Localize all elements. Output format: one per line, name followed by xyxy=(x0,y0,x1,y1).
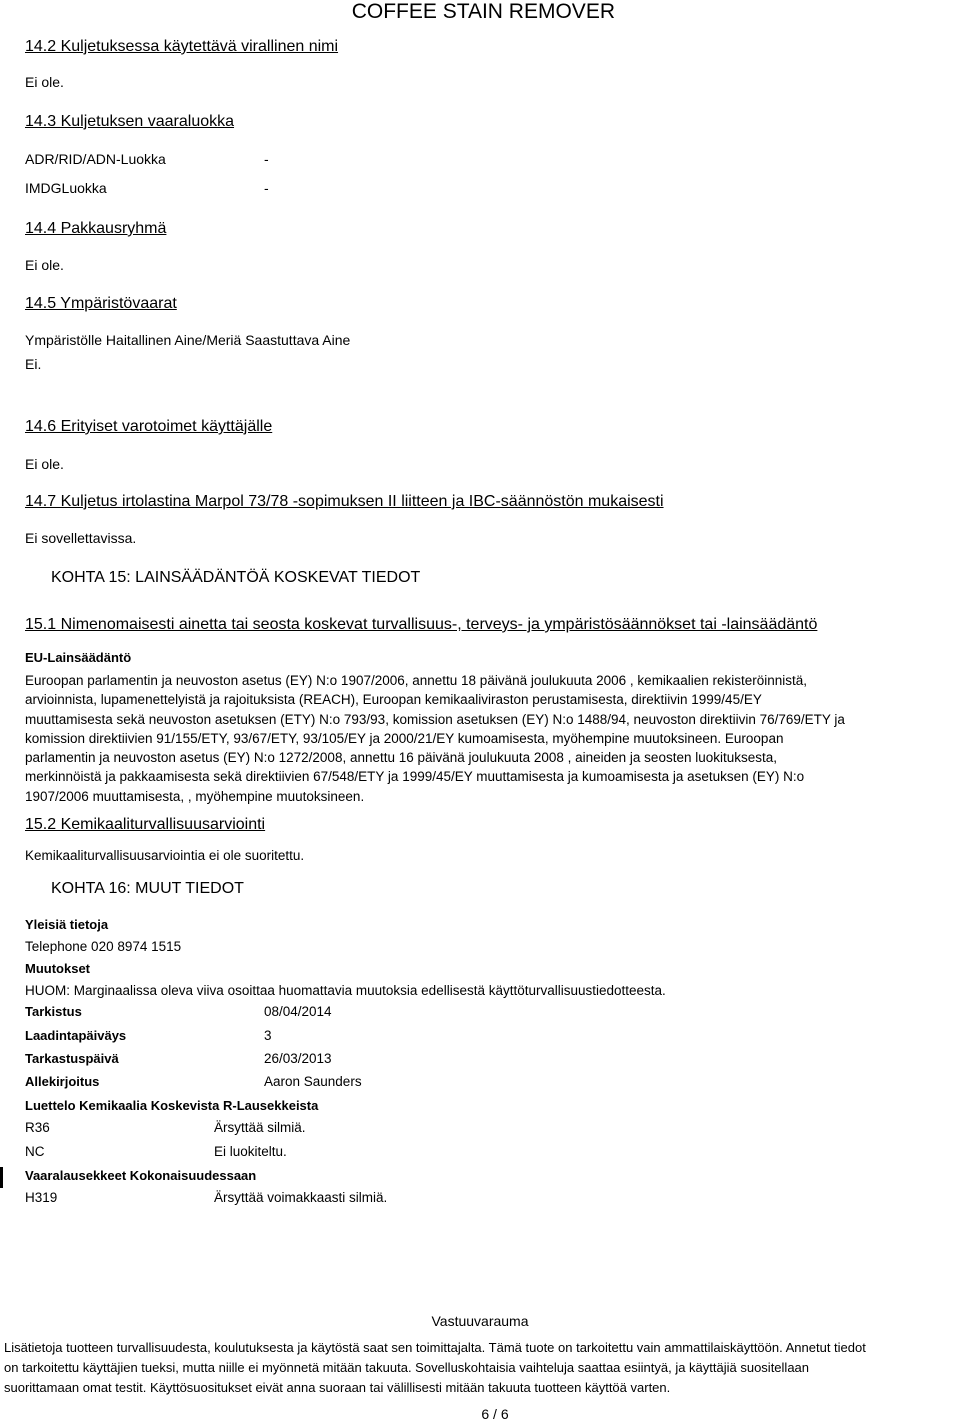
eu-line: 1907/2006 muuttamisesta, , myöhempine muutoksineen. xyxy=(25,788,365,804)
general-info-label: Yleisiä tietoja xyxy=(25,917,109,932)
eu-line: merkinnöistä ja pakkaamisesta sekä direktiivien 67/548/ETY ja 1999/45/EY muuttamisesta ja kumoamisesta ja asetuksen (EY) N:o xyxy=(25,769,805,785)
edition-label: Laadintapäiväys xyxy=(25,1028,127,1043)
signature-value: Aaron Saunders xyxy=(264,1074,362,1089)
heading-15-1: 15.1 Nimenomaisesti ainetta tai seosta koskevat turvallisuus-, terveys- ja ympäristösäännökset tai -lainsäädäntö xyxy=(25,616,818,633)
text-14-6: Ei ole. xyxy=(25,456,64,472)
revision-margin-bar xyxy=(0,1167,3,1188)
subtitle-14-5: Ympäristölle Haitallinen Aine/Meriä Saastuttava Aine xyxy=(25,332,351,348)
review-date-value: 26/03/2013 xyxy=(264,1051,332,1066)
telephone-text: Telephone 020 8974 1515 xyxy=(25,939,182,954)
disclaimer-line: on tarkoitettu käyttäjien tueksi, mutta niille ei myönnetä mitään takuuta. Sovelluskohtaisia vaihteluja saattaa esiintyä, ja käyttäjiä suositellaan xyxy=(4,1360,810,1375)
heading-14-4: 14.4 Pakkausryhmä xyxy=(25,220,167,237)
eu-legislation-label: EU-Lainsäädäntö xyxy=(25,650,132,665)
disclaimer-line: Lisätietoja tuotteen turvallisuudesta, koulutuksesta ja käytöstä saat sen toimittajalta. Tämä tuote on tarkoitettu vain ammattilaiskäyttöön. Annetut tiedot xyxy=(4,1340,866,1355)
h-statement-text: Ärsyttää voimakkaasti silmiä. xyxy=(214,1190,388,1205)
adr-value: - xyxy=(264,151,269,167)
imdg-value: - xyxy=(264,180,269,196)
review-date-label: Tarkastuspäivä xyxy=(25,1051,119,1066)
text-14-4: Ei ole. xyxy=(25,257,64,273)
document-title: COFFEE STAIN REMOVER xyxy=(351,0,615,23)
imdg-label: IMDGLuokka xyxy=(25,180,107,196)
page-number: 6 / 6 xyxy=(481,1406,509,1422)
heading-14-3: 14.3 Kuljetuksen vaaraluokka xyxy=(25,113,235,130)
review-label: Tarkistus xyxy=(25,1004,82,1019)
heading-15-2: 15.2 Kemikaaliturvallisuusarviointi xyxy=(25,816,266,833)
disclaimer-title: Vastuuvarauma xyxy=(431,1313,529,1329)
h-statement-code: H319 xyxy=(25,1190,58,1205)
text-14-5: Ei. xyxy=(25,356,42,372)
r-phrases-label: Luettelo Kemikaalia Koskevista R-Lausekkeista xyxy=(25,1098,319,1113)
section-16-title: KOHTA 16: MUUT TIEDOT xyxy=(51,880,244,897)
changes-label: Muutokset xyxy=(25,961,90,976)
heading-14-5: 14.5 Ympäristövaarat xyxy=(25,295,177,312)
disclaimer-line: suorittamaan omat testit. Käyttösuositukset eivät anna suoraan tai välillisesti mitään takuuta tuotteen käyttöä varten. xyxy=(4,1380,671,1395)
section-15-title: KOHTA 15: LAINSÄÄDÄNTÖÄ KOSKEVAT TIEDOT xyxy=(51,569,421,586)
eu-line: Euroopan parlamentin ja neuvoston asetus (EY) N:o 1907/2006, annettu 18 päivänä joulukuuta 2006 , kemikaalien rekisteröinnistä, xyxy=(25,673,808,688)
r-phrase-text: Ärsyttää silmiä. xyxy=(214,1120,306,1135)
r-phrase-text: Ei luokiteltu. xyxy=(214,1144,287,1159)
r-phrase-code: R36 xyxy=(25,1120,50,1135)
text-15-2: Kemikaaliturvallisuusarviointia ei ole suoritettu. xyxy=(25,848,305,863)
eu-line: muuttamisesta sekä neuvoston asetuksen (ETY) N:o 793/93, komission asetuksen (EY) N:o 1488/94, neuvoston direktiivin 76/769/ETY ja xyxy=(25,711,845,727)
text-14-2: Ei ole. xyxy=(25,74,64,90)
eu-line: parlamentin ja neuvoston asetus (EY) N:o 1272/2008, annettu 16 päivänä joulukuuta 2008 , aineiden ja seosten luokituksesta, xyxy=(25,750,778,766)
changes-text: HUOM: Marginaalissa oleva viiva osoittaa huomattavia muutoksia edellisestä käyttöturvallisuustiedotteesta. xyxy=(25,983,666,998)
eu-line: komission direktiivien 91/155/ETY, 93/67/ETY, 93/105/EY ja 2000/21/EY kumoamisesta, myöhempine muutoksineen. Euroopan xyxy=(25,730,784,746)
r-phrase-code: NC xyxy=(25,1144,45,1159)
heading-14-7: 14.7 Kuljetus irtolastina Marpol 73/78 -sopimuksen II liitteen ja IBC-säännöstön mukaisesti xyxy=(25,493,664,510)
eu-line: arvioinnista, lupamenettelyistä ja rajoituksista (REACH), Euroopan kemikaaliviraston perustamisesta, direktiivin 1999/45/EY xyxy=(25,692,762,708)
edition-value: 3 xyxy=(264,1028,272,1043)
eu-legislation-text xyxy=(25,671,905,806)
review-value: 08/04/2014 xyxy=(264,1004,332,1019)
h-statements-label: Vaaralausekkeet Kokonaisuudessaan xyxy=(25,1168,257,1183)
text-14-7: Ei sovellettavissa. xyxy=(25,530,137,546)
adr-label: ADR/RID/ADN-Luokka xyxy=(25,151,166,167)
heading-14-6: 14.6 Erityiset varotoimet käyttäjälle xyxy=(25,418,273,435)
signature-label: Allekirjoitus xyxy=(25,1074,100,1089)
heading-14-2: 14.2 Kuljetuksessa käytettävä virallinen nimi xyxy=(25,38,339,55)
